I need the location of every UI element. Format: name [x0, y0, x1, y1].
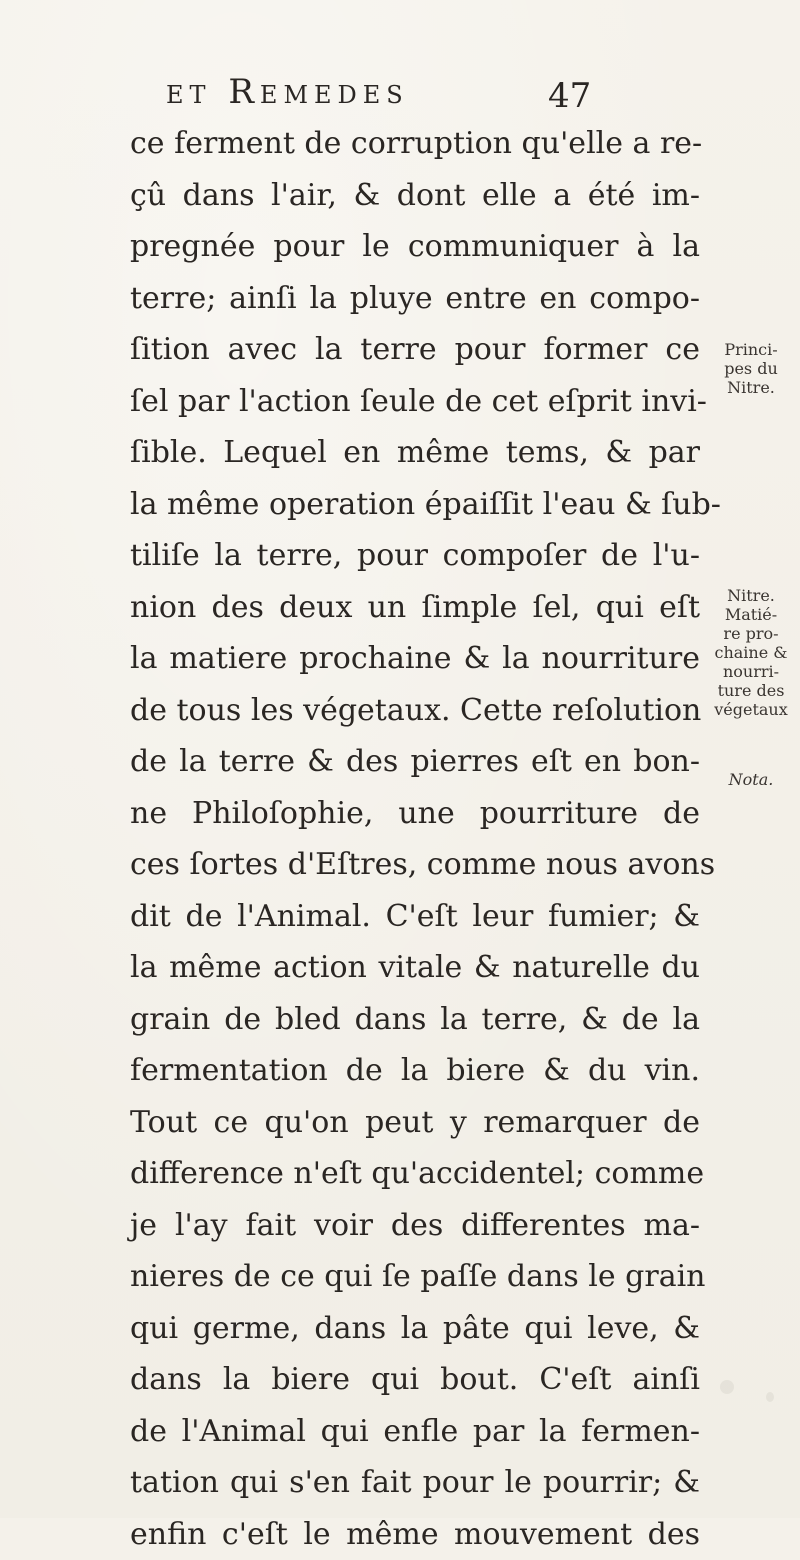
margin-note-nota [706, 770, 796, 789]
text-line: je l'ay fait voir des differentes ma- [130, 1200, 700, 1252]
text-line: dit de l'Animal. C'eſt leur fumier; & [130, 891, 700, 943]
text-line: dans la biere qui bout. C'eſt ainſi [130, 1354, 700, 1406]
text-line: nieres de ce qui ſe paſſe dans le grain [130, 1251, 700, 1303]
body-text [130, 118, 700, 1560]
text-line: de tous les végetaux. Cette reſolution [130, 685, 700, 737]
text-line: qui germe, dans la pâte qui leve, & [130, 1303, 700, 1355]
text-line: la même operation épaiſſit l'eau & ſub- [130, 479, 700, 531]
text-line: de l'Animal qui enfle par la fermen- [130, 1406, 700, 1458]
text-line: ne Philoſophie, une pourriture de [130, 788, 700, 840]
margin-note-line: re pro- [706, 624, 796, 643]
text-line: nion des deux un ſimple ſel, qui eſt [130, 582, 700, 634]
text-line: ſel par l'action ſeule de cet eſprit invi- [130, 376, 700, 428]
text-line: ſible. Lequel en même tems, & par [130, 427, 700, 479]
margin-note-line: Princi- [706, 340, 796, 359]
text-line: terre; ainſi la pluye entre en compo- [130, 273, 700, 325]
text-line: enfin c'eſt le même mouvement des [130, 1509, 700, 1560]
margin-note-line: pes du [706, 359, 796, 378]
margin-note-principes-du-nitre [706, 340, 796, 397]
text-line: tation qui s'en fait pour le pourrir; & [130, 1457, 700, 1509]
margin-note-line: chaine & [706, 643, 796, 662]
text-line: de la terre & des pierres eſt en bon- [130, 736, 700, 788]
margin-note-nitre-matiere [706, 586, 796, 719]
margin-note-line: végetaux [706, 700, 796, 719]
running-head [166, 72, 646, 118]
text-line: ſition avec la terre pour former ce [130, 324, 700, 376]
text-line: Tout ce qu'on peut y remarquer de [130, 1097, 700, 1149]
text-line: tiliſe la terre, pour compoſer de l'u- [130, 530, 700, 582]
text-line: la même action vitale & naturelle du [130, 942, 700, 994]
paper-stain [766, 1392, 774, 1402]
margin-note-line: Matié- [706, 605, 796, 624]
paper-stain [720, 1380, 734, 1394]
text-line: fermentation de la biere & du vin. [130, 1045, 700, 1097]
text-line: pregnée pour le communiquer à la [130, 221, 700, 273]
margin-note-line: ture des [706, 681, 796, 700]
margin-note-line: Nitre. [706, 586, 796, 605]
margin-note-line: Nota. [706, 770, 796, 789]
text-line: ce ferment de corruption qu'elle a re- [130, 118, 700, 170]
text-line: ces ſortes d'Eſtres, comme nous avons [130, 839, 700, 891]
text-line: difference n'eſt qu'accidentel; comme [130, 1148, 700, 1200]
running-head-title: et Remedes [166, 72, 409, 112]
text-line: la matiere prochaine & la nourriture [130, 633, 700, 685]
text-line: grain de bled dans la terre, & de la [130, 994, 700, 1046]
page-number: 47 [548, 76, 591, 116]
text-line: çû dans l'air, & dont elle a été im- [130, 170, 700, 222]
margin-note-line: nourri- [706, 662, 796, 681]
margin-note-line: Nitre. [706, 378, 796, 397]
